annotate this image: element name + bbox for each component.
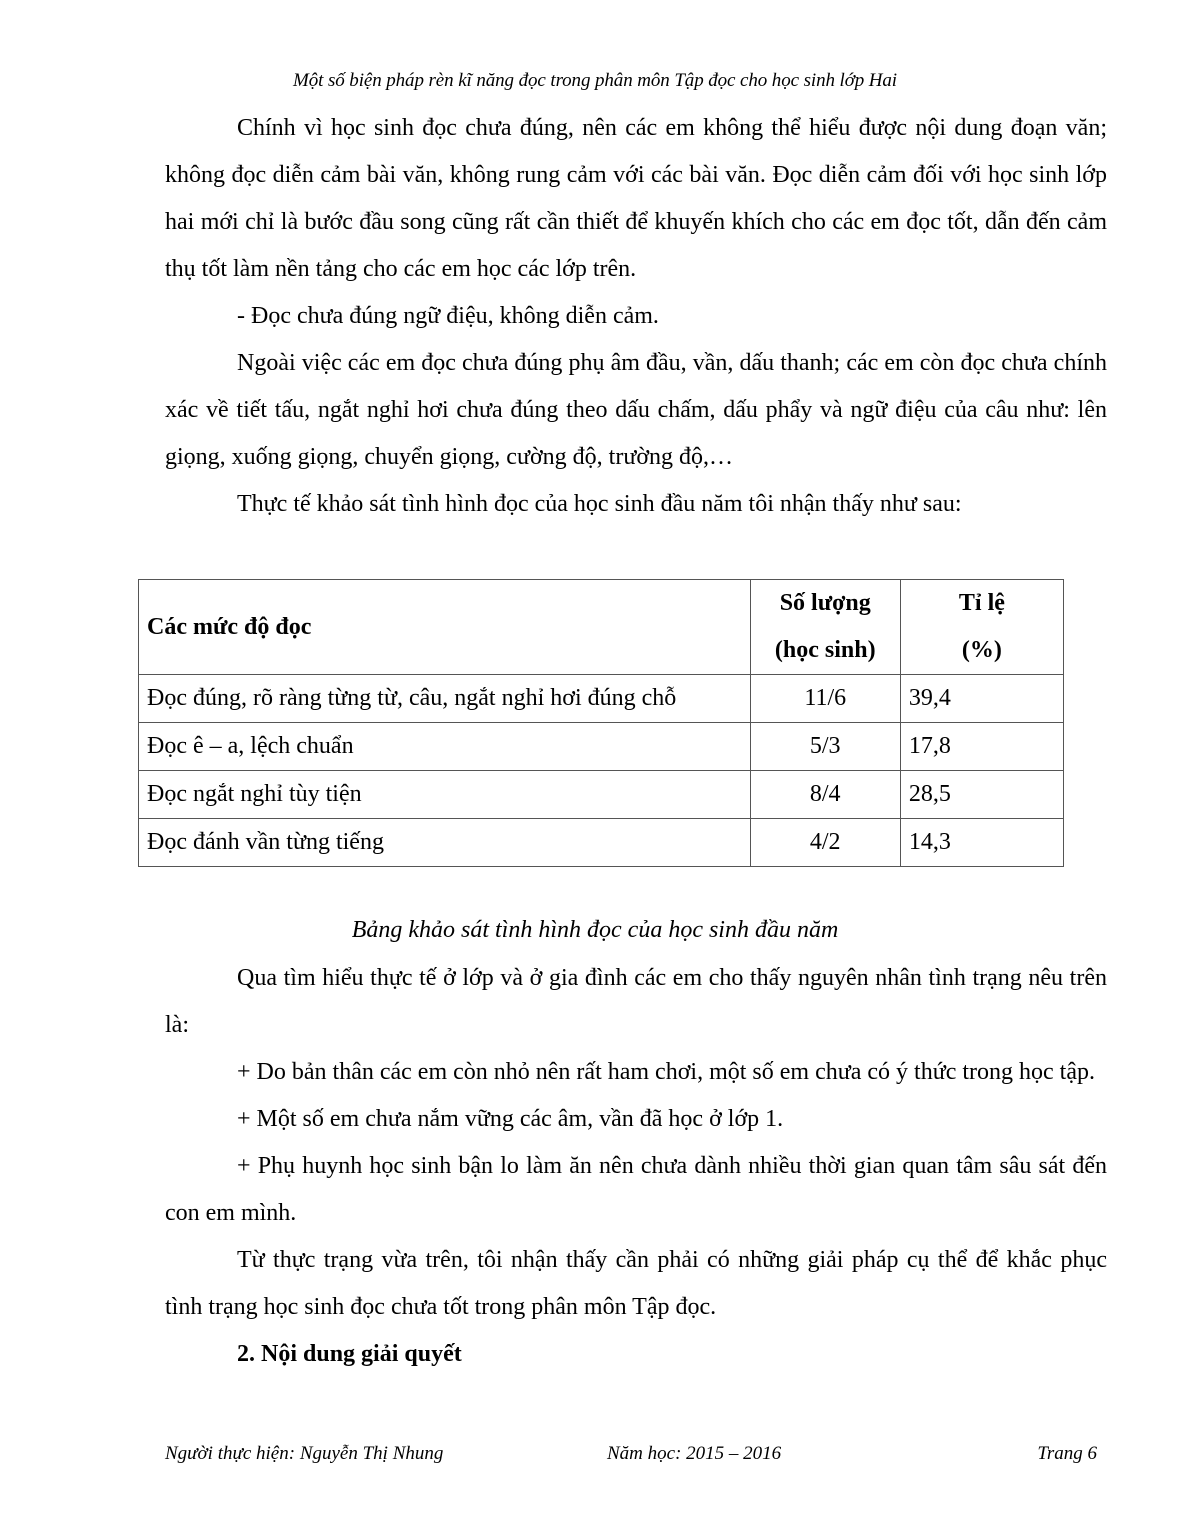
table-row (139, 723, 1064, 771)
paragraph: Thực tế khảo sát tình hình đọc của học sinh đầu năm tôi nhận thấy như sau: (237, 491, 962, 517)
paragraph: - Đọc chưa đúng ngữ điệu, không diễn cảm. (237, 303, 659, 329)
paragraph: + Phụ huynh học sinh bận lo làm ăn nên chưa dành nhiều thời gian quan tâm sâu sát đến con em mình. (165, 1153, 1107, 1226)
cell-count: 5/3 (750, 723, 900, 771)
cell-count: 4/2 (750, 819, 900, 867)
survey-table (138, 579, 1064, 867)
paragraph: Qua tìm hiểu thực tế ở lớp và ở gia đình các em cho thấy nguyên nhân tình trạng nêu trên là: (165, 965, 1107, 1038)
table-row (139, 675, 1064, 723)
header-ratio-line2: (%) (961, 637, 1002, 663)
cell-ratio: 17,8 (900, 723, 1063, 771)
cell-ratio: 14,3 (900, 819, 1063, 867)
cell-count: 8/4 (750, 771, 900, 819)
running-header: Một số biện pháp rèn kĩ năng đọc trong phân môn Tập đọc cho học sinh lớp Hai (293, 70, 897, 91)
footer-author: Người thực hiện: Nguyễn Thị Nhung (165, 1443, 444, 1464)
paragraph: Từ thực trạng vừa trên, tôi nhận thấy cần phải có những giải pháp cụ thể để khắc phục tình trạng học sinh đọc chưa tốt trong phân môn Tập đọc. (165, 1247, 1107, 1320)
cell-count: 11/6 (750, 675, 900, 723)
footer-page-number: Trang 6 (1037, 1443, 1097, 1464)
body-bottom (165, 955, 1107, 1378)
cell-level: Đọc ngắt nghỉ tùy tiện (139, 771, 751, 819)
cell-ratio: 39,4 (900, 675, 1063, 723)
table-header-row (139, 580, 1064, 675)
cell-level: Đọc đánh vần từng tiếng (139, 819, 751, 867)
header-count-line2: (học sinh) (774, 637, 876, 663)
section-heading: 2. Nội dung giải quyết (237, 1341, 462, 1367)
paragraph: + Một số em chưa nắm vững các âm, vần đã học ở lớp 1. (237, 1106, 784, 1132)
paragraph: Chính vì học sinh đọc chưa đúng, nên các em không thể hiểu được nội dung đoạn văn; không đọc diễn cảm bài văn, không rung cảm với các bài văn. Đọc diễn cảm đối với học sinh lớp hai mới chỉ là bước đầu song cũng rất cần thiết để khuyến khích cho các em đọc tốt, dẫn đến cảm thụ tốt làm nền tảng cho các em học các lớp trên. (165, 115, 1107, 282)
header-level: Các mức độ đọc (139, 580, 751, 675)
paragraph: + Do bản thân các em còn nhỏ nên rất ham chơi, một số em chưa có ý thức trong học tập. (237, 1059, 1095, 1085)
header-ratio (900, 580, 1063, 675)
header-ratio-line1: Tỉ lệ (958, 590, 1005, 616)
table-row (139, 771, 1064, 819)
footer-year: Năm học: 2015 – 2016 (607, 1443, 782, 1464)
paragraph: Ngoài việc các em đọc chưa đúng phụ âm đầu, vần, dấu thanh; các em còn đọc chưa chính xác về tiết tấu, ngắt nghỉ hơi chưa đúng theo dấu chấm, dấu phẩy và ngữ điệu của câu như: lên giọng, xuống giọng, chuyển giọng, cường độ, trường độ,… (165, 350, 1107, 470)
cell-level: Đọc ê – a, lệch chuẩn (139, 723, 751, 771)
cell-level: Đọc đúng, rõ ràng từng từ, câu, ngắt nghỉ hơi đúng chỗ (139, 675, 751, 723)
header-count-line1: Số lượng (779, 590, 871, 616)
header-count (750, 580, 900, 675)
table-row (139, 819, 1064, 867)
table-caption: Bảng khảo sát tình hình đọc của học sinh đầu năm (351, 917, 839, 943)
cell-ratio: 28,5 (900, 771, 1063, 819)
body-top (165, 105, 1107, 528)
